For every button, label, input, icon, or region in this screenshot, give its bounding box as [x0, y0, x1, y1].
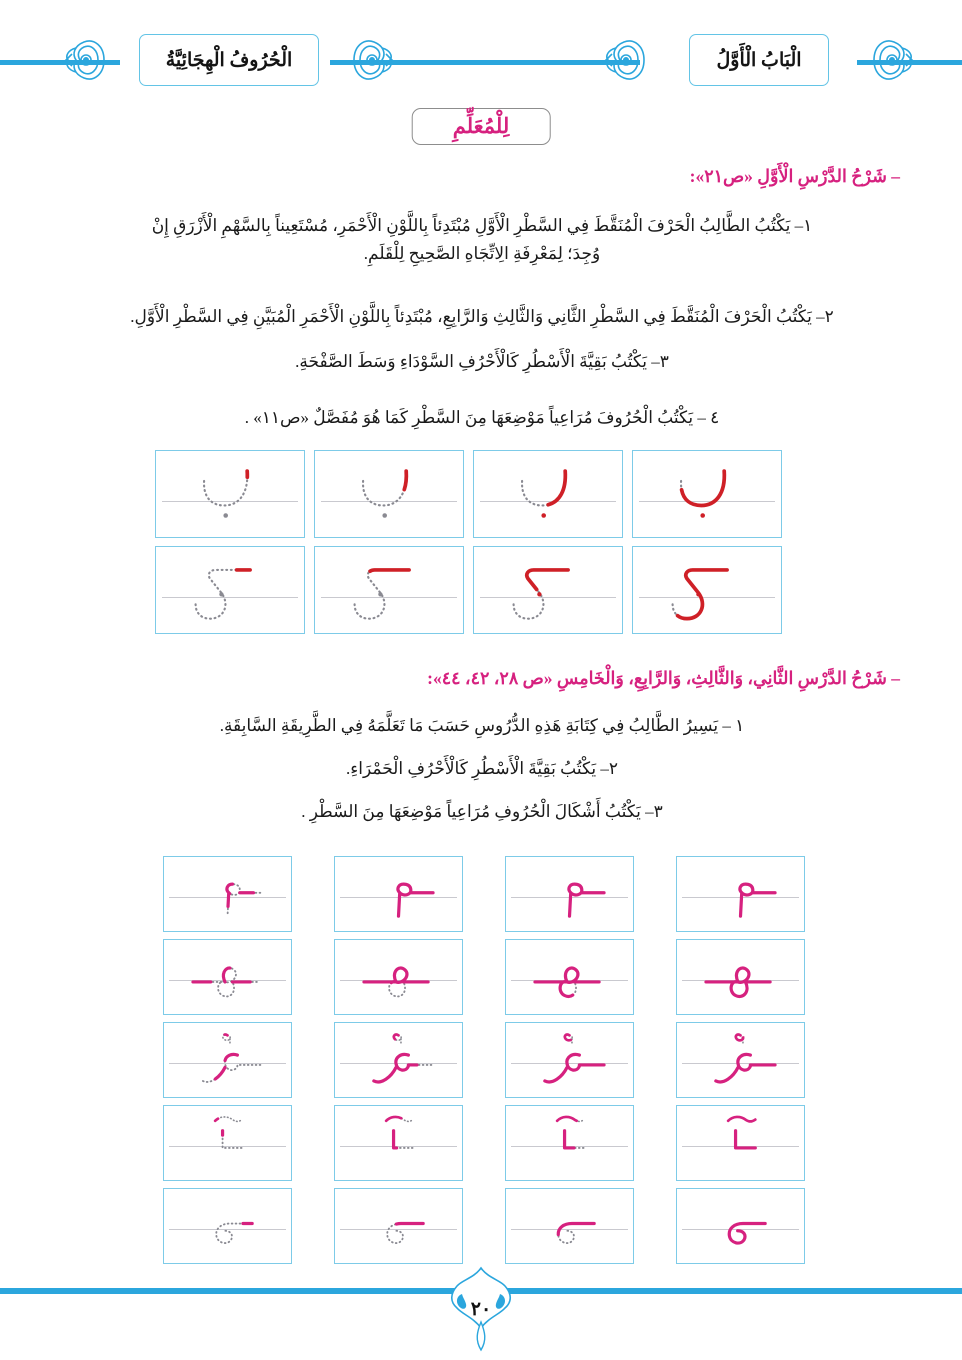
- instruction-line: ١ – يَسِيرُ الطَّالِبُ فِي كِتَابَةِ هَذِهِ الدُّرُوسِ حَسَبَ مَا تَعَلَّمَهُ فِي الطَّرِيقَةِ السَّابِقَةِ.: [219, 716, 745, 735]
- letter-glyph-baa: [315, 451, 463, 537]
- instruction-item-2-3: [62, 798, 902, 826]
- chapter-title: الْبَابُ الْأَوَّلُ: [716, 49, 802, 71]
- practice-cell[interactable]: [314, 450, 464, 538]
- instruction-item-2-1: [62, 712, 902, 740]
- practice-row-alef-maqsura: [163, 1188, 805, 1271]
- letter-glyph-meem-initial: [335, 857, 462, 931]
- practice-cell[interactable]: [163, 1022, 292, 1098]
- letter-glyph-waw-hamza: [335, 1023, 462, 1097]
- practice-cell[interactable]: [163, 939, 292, 1015]
- practice-row-jeem: [155, 546, 782, 642]
- letter-glyph-jeem: [156, 547, 304, 633]
- letter-glyph-jeem: [315, 547, 463, 633]
- instruction-line: ١– يَكْتُبُ الطَّالِبُ الْحَرْفَ الْمُنَقَّطَ فِي السَّطْرِ الْأَوَّلِ مُبْتَدِئاً بِاللَّوْنِ الْأَحْمَرِ، مُسْتَعِيناً بِالسَّهْمِ الْأَزْرَقِ إِنْ: [151, 216, 813, 235]
- practice-cell[interactable]: [676, 939, 805, 1015]
- subject-title: الْحُرُوفُ الْهِجَائِيَّةُ: [165, 49, 293, 71]
- page-footer: [0, 1282, 962, 1352]
- practice-row-baa: [155, 450, 782, 546]
- practice-cell[interactable]: [334, 1105, 463, 1181]
- practice-cell[interactable]: [505, 856, 634, 932]
- instruction-item-1-4: [62, 404, 902, 432]
- section-heading-lessons-2-5: – شَرْحُ الدَّرْسِ الثَّانِي، وَالثَّالِثِ، وَالرَّابِعِ، وَالْخَامِسِ «ص ٢٨، ٤٢، ٤٤»:: [427, 668, 900, 688]
- page-header: [0, 28, 962, 100]
- letter-glyph-alef-madda: [335, 1106, 462, 1180]
- letter-glyph-haa-medial: [506, 940, 633, 1014]
- instruction-line: ٤ – يَكْتُبُ الْحُرُوفَ مُرَاعِياً مَوْضِعَهَا مِنَ السَّطْرِ كَمَا هُوَ مُفَصَّلٌ «ص١١» .: [244, 408, 720, 427]
- letter-glyph-alef-madda: [164, 1106, 291, 1180]
- practice-cell[interactable]: [505, 1022, 634, 1098]
- letter-glyph-haa-medial: [164, 940, 291, 1014]
- teacher-note-label: لِلْمُعَلِّمِ: [452, 114, 510, 138]
- letter-glyph-meem-initial: [506, 857, 633, 931]
- practice-cell[interactable]: [334, 1022, 463, 1098]
- letter-glyph-meem-initial: [164, 857, 291, 931]
- letter-glyph-baa: [474, 451, 622, 537]
- instruction-item-1-2: [62, 303, 902, 331]
- practice-cell[interactable]: [163, 1105, 292, 1181]
- instruction-item-1-1: [62, 212, 902, 267]
- letter-glyph-haa-medial: [335, 940, 462, 1014]
- instruction-line: ٣– يَكْتُبُ أَشْكَالَ الْحُرُوفِ مُرَاعِياً مَوْضِعَهَا مِنَ السَّطْرِ .: [301, 802, 663, 821]
- practice-cell[interactable]: [676, 1105, 805, 1181]
- letter-glyph-jeem: [633, 547, 781, 633]
- practice-cell[interactable]: [155, 450, 305, 538]
- practice-cell[interactable]: [505, 1188, 634, 1264]
- subject-plate-box: [139, 34, 320, 86]
- practice-row-meem-initial: [163, 856, 805, 939]
- practice-cell[interactable]: [676, 1188, 805, 1264]
- practice-row-waw-hamza: [163, 1022, 805, 1105]
- letter-glyph-meem-initial: [677, 857, 804, 931]
- letter-glyph-jeem: [474, 547, 622, 633]
- practice-grid-lesson-1: [155, 450, 782, 642]
- header-rule-middle: [330, 60, 640, 65]
- instruction-item-1-3: [62, 348, 902, 376]
- practice-cell[interactable]: [676, 856, 805, 932]
- letter-glyph-waw-hamza: [506, 1023, 633, 1097]
- page-number: ٢٠: [470, 1299, 492, 1320]
- letter-glyph-waw-hamza: [677, 1023, 804, 1097]
- instruction-line: ٢– يَكْتُبُ الْحَرْفَ الْمُنَقَّطَ فِي السَّطْرِ الثَّانِي وَالثَّالِثِ وَالرَّابِعِ، مُبْتَدِئاً بِاللَّوْنِ الْأَحْمَرِ الْمُبَيَّنِ فِي السَّطْرِ الْأَوَّلِ.: [130, 307, 834, 326]
- practice-cell[interactable]: [473, 546, 623, 634]
- letter-glyph-baa: [156, 451, 304, 537]
- letter-glyph-alef-maqsura: [335, 1189, 462, 1263]
- letter-glyph-alef-maqsura: [164, 1189, 291, 1263]
- practice-cell[interactable]: [505, 939, 634, 1015]
- practice-cell[interactable]: [632, 546, 782, 634]
- practice-cell[interactable]: [314, 546, 464, 634]
- section-heading-lesson-1: – شَرْحُ الدَّرْسِ الْأَوَّلِ «ص٢١»:: [689, 166, 900, 186]
- letter-glyph-alef-maqsura: [506, 1189, 633, 1263]
- header-plate-chapter: [644, 28, 874, 92]
- practice-cell[interactable]: [155, 546, 305, 634]
- practice-cell[interactable]: [163, 856, 292, 932]
- instruction-line: ٢– يَكْتُبُ بَقِيَّةَ الْأَسْطُرِ كَالْأَحْرُفِ الْحَمْرَاءِ.: [346, 759, 618, 778]
- header-rule-left: [0, 60, 120, 65]
- practice-grid-lessons-2-5: [163, 856, 805, 1271]
- letter-glyph-alef-madda: [677, 1106, 804, 1180]
- header-plate-subject: [104, 28, 354, 92]
- practice-cell[interactable]: [163, 1188, 292, 1264]
- practice-row-haa-medial: [163, 939, 805, 1022]
- practice-row-alef-madda: [163, 1105, 805, 1188]
- instruction-line: وُجِدَ؛ لِمَعْرِفَةِ الِاتِّجَاهِ الصَّحِيحِ لِلْقَلَمِ.: [363, 243, 601, 263]
- letter-glyph-waw-hamza: [164, 1023, 291, 1097]
- teacher-note-chip: [412, 108, 551, 145]
- letter-glyph-alef-maqsura: [677, 1189, 804, 1263]
- practice-cell[interactable]: [676, 1022, 805, 1098]
- practice-cell[interactable]: [473, 450, 623, 538]
- instruction-item-2-2: [62, 755, 902, 783]
- letter-glyph-baa: [633, 451, 781, 537]
- practice-cell[interactable]: [632, 450, 782, 538]
- letter-glyph-haa-medial: [677, 940, 804, 1014]
- practice-cell[interactable]: [334, 939, 463, 1015]
- chapter-plate-box: [689, 34, 828, 86]
- practice-cell[interactable]: [334, 1188, 463, 1264]
- practice-cell[interactable]: [334, 856, 463, 932]
- letter-glyph-alef-madda: [506, 1106, 633, 1180]
- instruction-line: ٣– يَكْتُبُ بَقِيَّةَ الْأَسْطُرِ كَالْأَحْرُفِ السَّوْدَاءِ وَسَطَ الصَّفْحَةِ.: [295, 352, 669, 371]
- practice-cell[interactable]: [505, 1105, 634, 1181]
